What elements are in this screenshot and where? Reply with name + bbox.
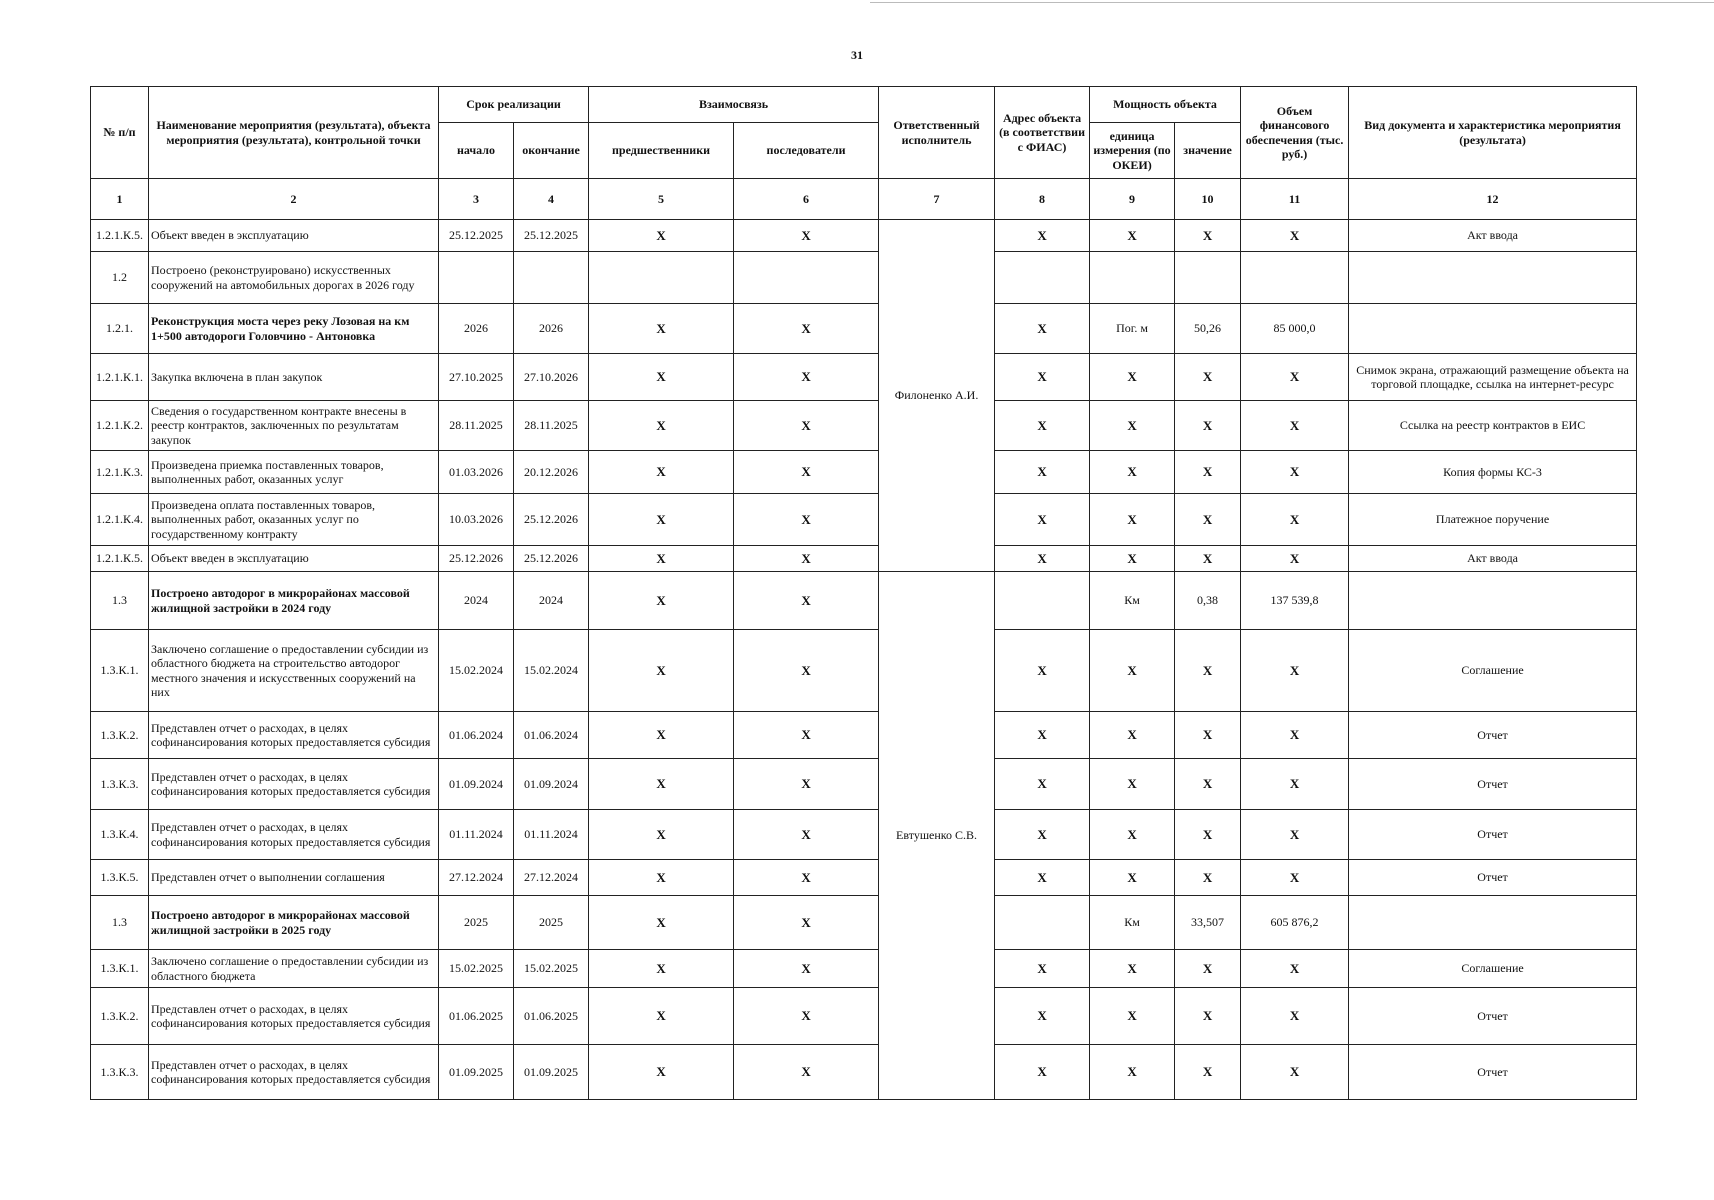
row-end: 01.09.2025 <box>514 1045 589 1100</box>
row-unit: X <box>1090 546 1175 572</box>
row-succ: X <box>734 451 879 494</box>
header-end: окончание <box>514 123 589 179</box>
row-addr: X <box>995 759 1090 810</box>
row-addr: X <box>995 546 1090 572</box>
row-value: X <box>1175 810 1241 860</box>
row-succ: X <box>734 1045 879 1100</box>
table-row <box>91 630 1637 712</box>
row-pred: X <box>589 546 734 572</box>
row-value: 50,26 <box>1175 304 1241 354</box>
row-doc: Снимок экрана, отражающий размещение объекта на торговой площадке, ссылка на интернет-ресурс <box>1349 354 1637 401</box>
row-pred: X <box>589 988 734 1045</box>
row-pred <box>589 252 734 304</box>
row-num: 1.2.1.К.1. <box>91 354 149 401</box>
row-end: 2026 <box>514 304 589 354</box>
column-number: 5 <box>589 179 734 220</box>
row-name: Произведена приемка поставленных товаров, выполненных работ, оказанных услуг <box>149 451 439 494</box>
row-start: 01.03.2026 <box>439 451 514 494</box>
row-fin <box>1241 252 1349 304</box>
row-num: 1.3.К.1. <box>91 950 149 988</box>
row-addr: X <box>995 1045 1090 1100</box>
row-value: X <box>1175 860 1241 896</box>
row-start: 25.12.2026 <box>439 546 514 572</box>
row-num: 1.3.К.2. <box>91 988 149 1045</box>
column-numbers-row <box>91 179 1637 220</box>
row-doc: Отчет <box>1349 810 1637 860</box>
table-row <box>91 712 1637 759</box>
row-unit: X <box>1090 220 1175 252</box>
row-addr: X <box>995 220 1090 252</box>
row-name: Представлен отчет о расходах, в целях софинансирования которых предоставляется субсидия <box>149 988 439 1045</box>
row-name: Объект введен в эксплуатацию <box>149 546 439 572</box>
row-pred: X <box>589 304 734 354</box>
row-doc <box>1349 572 1637 630</box>
row-pred: X <box>589 950 734 988</box>
row-num: 1.3.К.4. <box>91 810 149 860</box>
row-addr <box>995 896 1090 950</box>
row-doc: Отчет <box>1349 759 1637 810</box>
row-start: 28.11.2025 <box>439 401 514 451</box>
row-doc: Акт ввода <box>1349 546 1637 572</box>
row-succ: X <box>734 494 879 546</box>
column-number: 9 <box>1090 179 1175 220</box>
row-value: X <box>1175 988 1241 1045</box>
row-doc: Акт ввода <box>1349 220 1637 252</box>
header-unit: единица измерения (по ОКЕИ) <box>1090 123 1175 179</box>
row-addr: X <box>995 401 1090 451</box>
row-end: 20.12.2026 <box>514 451 589 494</box>
row-name: Закупка включена в план закупок <box>149 354 439 401</box>
table-row <box>91 354 1637 401</box>
row-unit: Км <box>1090 896 1175 950</box>
events-table <box>90 86 1637 1100</box>
column-number: 11 <box>1241 179 1349 220</box>
row-fin: X <box>1241 759 1349 810</box>
row-fin: X <box>1241 712 1349 759</box>
row-pred: X <box>589 810 734 860</box>
row-succ: X <box>734 988 879 1045</box>
header-responsible: Ответственный исполнитель <box>879 87 995 179</box>
row-end: 27.10.2026 <box>514 354 589 401</box>
table-row <box>91 451 1637 494</box>
row-num: 1.2.1.К.5. <box>91 220 149 252</box>
row-fin: X <box>1241 950 1349 988</box>
row-name: Произведена оплата поставленных товаров, выполненных работ, оказанных услуг по государственному контракту <box>149 494 439 546</box>
row-addr: X <box>995 451 1090 494</box>
row-unit: X <box>1090 988 1175 1045</box>
row-value: X <box>1175 950 1241 988</box>
row-start: 01.06.2024 <box>439 712 514 759</box>
row-end: 27.12.2024 <box>514 860 589 896</box>
row-pred: X <box>589 1045 734 1100</box>
row-start: 15.02.2025 <box>439 950 514 988</box>
row-doc: Отчет <box>1349 988 1637 1045</box>
row-unit: X <box>1090 630 1175 712</box>
row-fin: 85 000,0 <box>1241 304 1349 354</box>
row-succ: X <box>734 810 879 860</box>
row-name: Представлен отчет о выполнении соглашения <box>149 860 439 896</box>
responsible-cell: Евтушенко С.В. <box>879 572 995 1100</box>
page-number: 31 <box>851 48 863 62</box>
row-fin: X <box>1241 810 1349 860</box>
header-value: значение <box>1175 123 1241 179</box>
row-start: 10.03.2026 <box>439 494 514 546</box>
column-number: 8 <box>995 179 1090 220</box>
row-unit: X <box>1090 1045 1175 1100</box>
row-value <box>1175 252 1241 304</box>
row-succ: X <box>734 712 879 759</box>
row-doc: Копия формы КС-3 <box>1349 451 1637 494</box>
row-doc: Соглашение <box>1349 630 1637 712</box>
row-value: 33,507 <box>1175 896 1241 950</box>
row-fin: X <box>1241 354 1349 401</box>
row-end: 01.06.2025 <box>514 988 589 1045</box>
row-fin: 605 876,2 <box>1241 896 1349 950</box>
row-end: 2025 <box>514 896 589 950</box>
row-doc: Ссылка на реестр контрактов в ЕИС <box>1349 401 1637 451</box>
row-pred: X <box>589 451 734 494</box>
row-end: 01.09.2024 <box>514 759 589 810</box>
row-start: 27.10.2025 <box>439 354 514 401</box>
row-name: Построено автодорог в микрорайонах массовой жилищной застройки в 2024 году <box>149 572 439 630</box>
row-succ: X <box>734 896 879 950</box>
row-end: 25.12.2025 <box>514 220 589 252</box>
row-num: 1.3.К.1. <box>91 630 149 712</box>
row-fin: X <box>1241 220 1349 252</box>
row-name: Заключено соглашение о предоставлении субсидии из областного бюджета <box>149 950 439 988</box>
row-succ <box>734 252 879 304</box>
row-end: 25.12.2026 <box>514 494 589 546</box>
row-fin: X <box>1241 494 1349 546</box>
row-value: X <box>1175 354 1241 401</box>
row-value: X <box>1175 451 1241 494</box>
table-row <box>91 950 1637 988</box>
row-end: 15.02.2025 <box>514 950 589 988</box>
row-end: 25.12.2026 <box>514 546 589 572</box>
row-addr: X <box>995 494 1090 546</box>
row-value: X <box>1175 494 1241 546</box>
row-fin: X <box>1241 860 1349 896</box>
row-start: 15.02.2024 <box>439 630 514 712</box>
row-unit: X <box>1090 950 1175 988</box>
header-name: Наименование мероприятия (результата), объекта мероприятия (результата), контрольной точки <box>149 87 439 179</box>
row-unit: X <box>1090 354 1175 401</box>
row-value: X <box>1175 220 1241 252</box>
table-row <box>91 896 1637 950</box>
column-number: 2 <box>149 179 439 220</box>
row-doc: Платежное поручение <box>1349 494 1637 546</box>
row-succ: X <box>734 572 879 630</box>
row-num: 1.2.1.К.4. <box>91 494 149 546</box>
row-start: 2026 <box>439 304 514 354</box>
column-number: 12 <box>1349 179 1637 220</box>
table-row <box>91 546 1637 572</box>
table-row <box>91 810 1637 860</box>
row-succ: X <box>734 546 879 572</box>
table-row <box>91 401 1637 451</box>
table-row <box>91 759 1637 810</box>
row-num: 1.2.1.К.5. <box>91 546 149 572</box>
table-row <box>91 572 1637 630</box>
row-addr <box>995 252 1090 304</box>
row-end: 2024 <box>514 572 589 630</box>
row-doc: Соглашение <box>1349 950 1637 988</box>
row-pred: X <box>589 896 734 950</box>
row-value: X <box>1175 401 1241 451</box>
row-succ: X <box>734 759 879 810</box>
header-successors: последователи <box>734 123 879 179</box>
row-value: 0,38 <box>1175 572 1241 630</box>
column-number: 7 <box>879 179 995 220</box>
row-doc <box>1349 304 1637 354</box>
row-num: 1.3.К.3. <box>91 1045 149 1100</box>
row-pred: X <box>589 759 734 810</box>
row-succ: X <box>734 860 879 896</box>
header-address: Адрес объекта (в соответствии с ФИАС) <box>995 87 1090 179</box>
row-fin: X <box>1241 451 1349 494</box>
row-num: 1.3 <box>91 572 149 630</box>
row-unit: Пог. м <box>1090 304 1175 354</box>
row-name: Объект введен в эксплуатацию <box>149 220 439 252</box>
row-value: X <box>1175 546 1241 572</box>
row-succ: X <box>734 401 879 451</box>
row-succ: X <box>734 220 879 252</box>
row-pred: X <box>589 572 734 630</box>
table-row <box>91 1045 1637 1100</box>
header-capacity: Мощность объекта <box>1090 87 1241 123</box>
row-start: 01.06.2025 <box>439 988 514 1045</box>
header-start: начало <box>439 123 514 179</box>
row-pred: X <box>589 712 734 759</box>
table-row <box>91 988 1637 1045</box>
header-relation: Взаимосвязь <box>589 87 879 123</box>
header-period: Срок реализации <box>439 87 589 123</box>
row-num: 1.3.К.5. <box>91 860 149 896</box>
row-unit: X <box>1090 494 1175 546</box>
row-addr: X <box>995 354 1090 401</box>
row-name: Представлен отчет о расходах, в целях софинансирования которых предоставляется субсидия <box>149 810 439 860</box>
row-doc: Отчет <box>1349 1045 1637 1100</box>
row-doc: Отчет <box>1349 712 1637 759</box>
row-start <box>439 252 514 304</box>
row-fin: X <box>1241 630 1349 712</box>
row-value: X <box>1175 630 1241 712</box>
row-pred: X <box>589 494 734 546</box>
row-unit: Км <box>1090 572 1175 630</box>
row-num: 1.3 <box>91 896 149 950</box>
row-start: 01.11.2024 <box>439 810 514 860</box>
column-number: 3 <box>439 179 514 220</box>
row-name: Представлен отчет о расходах, в целях софинансирования которых предоставляется субсидия <box>149 759 439 810</box>
row-start: 27.12.2024 <box>439 860 514 896</box>
row-addr: X <box>995 860 1090 896</box>
row-start: 2024 <box>439 572 514 630</box>
row-value: X <box>1175 1045 1241 1100</box>
row-value: X <box>1175 712 1241 759</box>
row-fin: X <box>1241 1045 1349 1100</box>
row-pred: X <box>589 401 734 451</box>
row-end: 01.06.2024 <box>514 712 589 759</box>
row-fin: X <box>1241 988 1349 1045</box>
row-addr: X <box>995 712 1090 759</box>
table-row <box>91 860 1637 896</box>
table-row <box>91 252 1637 304</box>
row-addr: X <box>995 950 1090 988</box>
header-num: № п/п <box>91 87 149 179</box>
table-row <box>91 220 1637 252</box>
column-number: 10 <box>1175 179 1241 220</box>
column-number: 4 <box>514 179 589 220</box>
row-name: Сведения о государственном контракте внесены в реестр контрактов, заключенных по результатам закупок <box>149 401 439 451</box>
row-start: 01.09.2025 <box>439 1045 514 1100</box>
row-pred: X <box>589 860 734 896</box>
row-num: 1.2 <box>91 252 149 304</box>
row-name: Реконструкция моста через реку Лозовая на км 1+500 автодороги Головчино - Антоновка <box>149 304 439 354</box>
scan-edge-line <box>870 2 1714 3</box>
row-pred: X <box>589 630 734 712</box>
row-end: 28.11.2025 <box>514 401 589 451</box>
row-end: 15.02.2024 <box>514 630 589 712</box>
row-name: Построено (реконструировано) искусственных сооружений на автомобильных дорогах в 2026 году <box>149 252 439 304</box>
row-doc <box>1349 252 1637 304</box>
row-end: 01.11.2024 <box>514 810 589 860</box>
table-row <box>91 494 1637 546</box>
row-addr: X <box>995 304 1090 354</box>
column-number: 1 <box>91 179 149 220</box>
row-value: X <box>1175 759 1241 810</box>
row-fin: X <box>1241 401 1349 451</box>
row-num: 1.2.1. <box>91 304 149 354</box>
row-addr: X <box>995 630 1090 712</box>
row-succ: X <box>734 354 879 401</box>
row-addr: X <box>995 810 1090 860</box>
row-start: 01.09.2024 <box>439 759 514 810</box>
responsible-cell: Филоненко А.И. <box>879 220 995 572</box>
header-finance: Объем финансового обеспечения (тыс. руб.) <box>1241 87 1349 179</box>
row-unit: X <box>1090 451 1175 494</box>
row-unit: X <box>1090 712 1175 759</box>
row-doc: Отчет <box>1349 860 1637 896</box>
row-succ: X <box>734 304 879 354</box>
row-num: 1.2.1.К.3. <box>91 451 149 494</box>
row-fin: 137 539,8 <box>1241 572 1349 630</box>
row-start: 25.12.2025 <box>439 220 514 252</box>
row-unit: X <box>1090 810 1175 860</box>
row-succ: X <box>734 630 879 712</box>
header-predecessors: предшественники <box>589 123 734 179</box>
row-pred: X <box>589 220 734 252</box>
row-succ: X <box>734 950 879 988</box>
row-pred: X <box>589 354 734 401</box>
row-name: Представлен отчет о расходах, в целях софинансирования которых предоставляется субсидия <box>149 712 439 759</box>
row-unit <box>1090 252 1175 304</box>
row-unit: X <box>1090 860 1175 896</box>
row-doc <box>1349 896 1637 950</box>
table-row <box>91 304 1637 354</box>
row-end <box>514 252 589 304</box>
row-name: Построено автодорог в микрорайонах массовой жилищной застройки в 2025 году <box>149 896 439 950</box>
row-name: Заключено соглашение о предоставлении субсидии из областного бюджета на строительство автодорог местного значения и искусственных сооружений на них <box>149 630 439 712</box>
column-number: 6 <box>734 179 879 220</box>
row-addr: X <box>995 988 1090 1045</box>
row-name: Представлен отчет о расходах, в целях софинансирования которых предоставляется субсидия <box>149 1045 439 1100</box>
row-unit: X <box>1090 759 1175 810</box>
row-fin: X <box>1241 546 1349 572</box>
row-num: 1.3.К.2. <box>91 712 149 759</box>
row-start: 2025 <box>439 896 514 950</box>
row-addr <box>995 572 1090 630</box>
row-num: 1.2.1.К.2. <box>91 401 149 451</box>
row-unit: X <box>1090 401 1175 451</box>
header-doc: Вид документа и характеристика мероприятия (результата) <box>1349 87 1637 179</box>
row-num: 1.3.К.3. <box>91 759 149 810</box>
